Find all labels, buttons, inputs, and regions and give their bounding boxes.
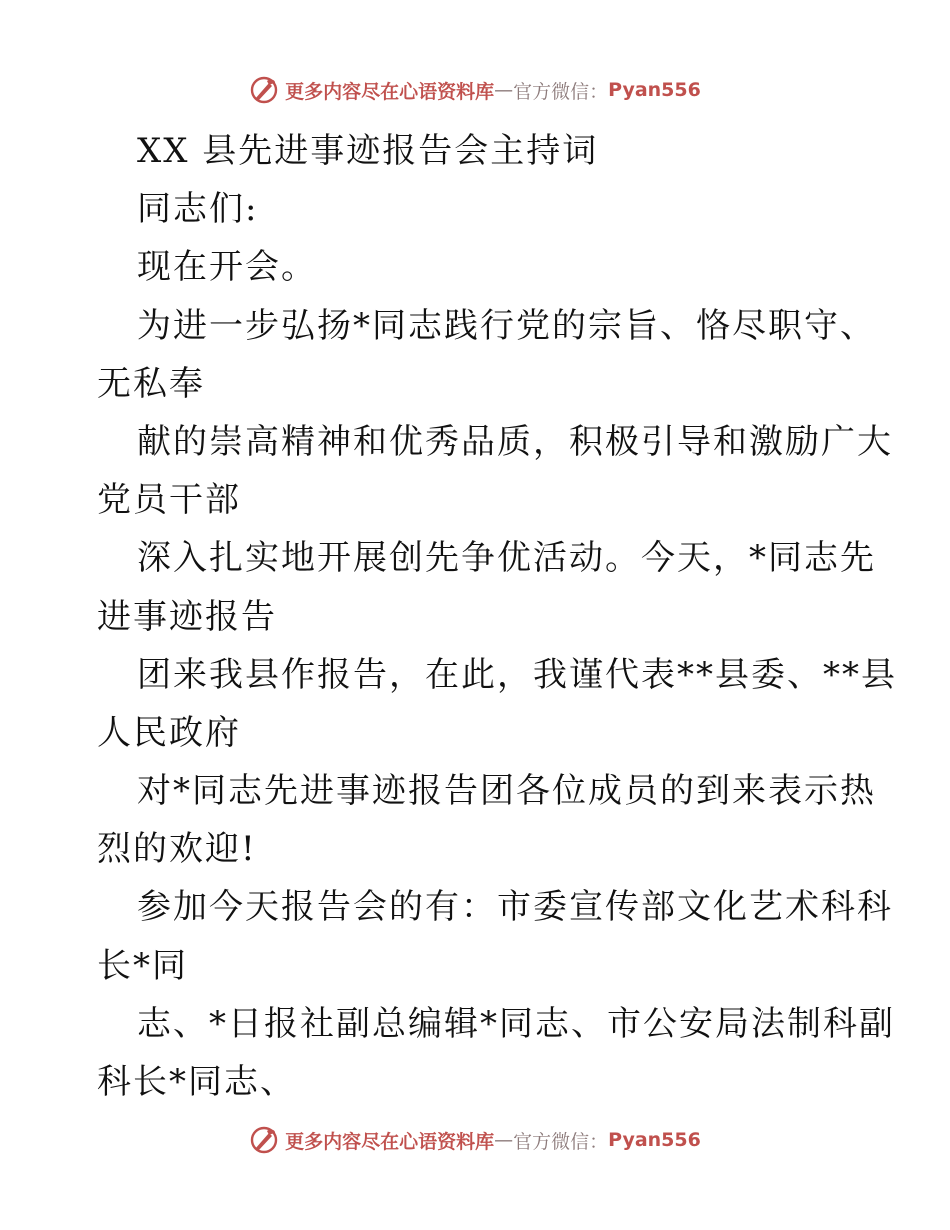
text-line: 长*同 — [97, 945, 188, 986]
footer-banner — [0, 1120, 950, 1160]
banner-official-label: 官方微信： — [513, 1130, 609, 1153]
text-line: 人民政府 — [97, 712, 241, 753]
text-line: 烈的欢迎! — [97, 829, 257, 870]
quill-logo-icon — [249, 75, 279, 105]
text-line: 为进一步弘扬*同志践行党的宗旨、恪尽职守、 — [137, 305, 876, 346]
text-line: 献的崇高精神和优秀品质，积极引导和激励广大 — [137, 421, 893, 462]
quill-logo-icon — [249, 1125, 279, 1155]
header-banner — [0, 70, 950, 110]
document-body — [97, 122, 897, 1111]
text-line: 志、*日报社副总编辑*同志、市公安局法制科副 — [137, 1003, 895, 1044]
text-line: 党员干部 — [97, 480, 241, 521]
banner-dash: — — [494, 1129, 514, 1151]
text-line: 同志们: — [137, 189, 259, 230]
banner-wechat-id: Pyan556 — [608, 79, 701, 101]
text-line: 对*同志先进事迹报告团各位成员的到来表示热 — [137, 771, 876, 812]
banner-official-label: 官方微信： — [513, 80, 609, 103]
banner-dash: — — [494, 79, 514, 101]
text-line: 现在开会。 — [137, 247, 317, 288]
text-line: 无私奉 — [97, 363, 205, 404]
text-line: 进事迹报告 — [97, 596, 277, 637]
text-line: 深入扎实地开展创先争优活动。今天，*同志先 — [137, 538, 876, 579]
document-title: XX 县先进事迹报告会主持词 — [137, 131, 599, 171]
text-line: 团来我县作报告，在此，我谨代表**县委、**县 — [137, 654, 897, 695]
banner-main-text: 更多内容尽在心语资料库 — [285, 1130, 495, 1153]
banner-wechat-id: Pyan556 — [608, 1129, 701, 1151]
banner-main-text: 更多内容尽在心语资料库 — [285, 80, 495, 103]
text-line: 参加今天报告会的有：市委宣传部文化艺术科科 — [137, 887, 893, 928]
text-line: 科长*同志、 — [97, 1062, 296, 1102]
